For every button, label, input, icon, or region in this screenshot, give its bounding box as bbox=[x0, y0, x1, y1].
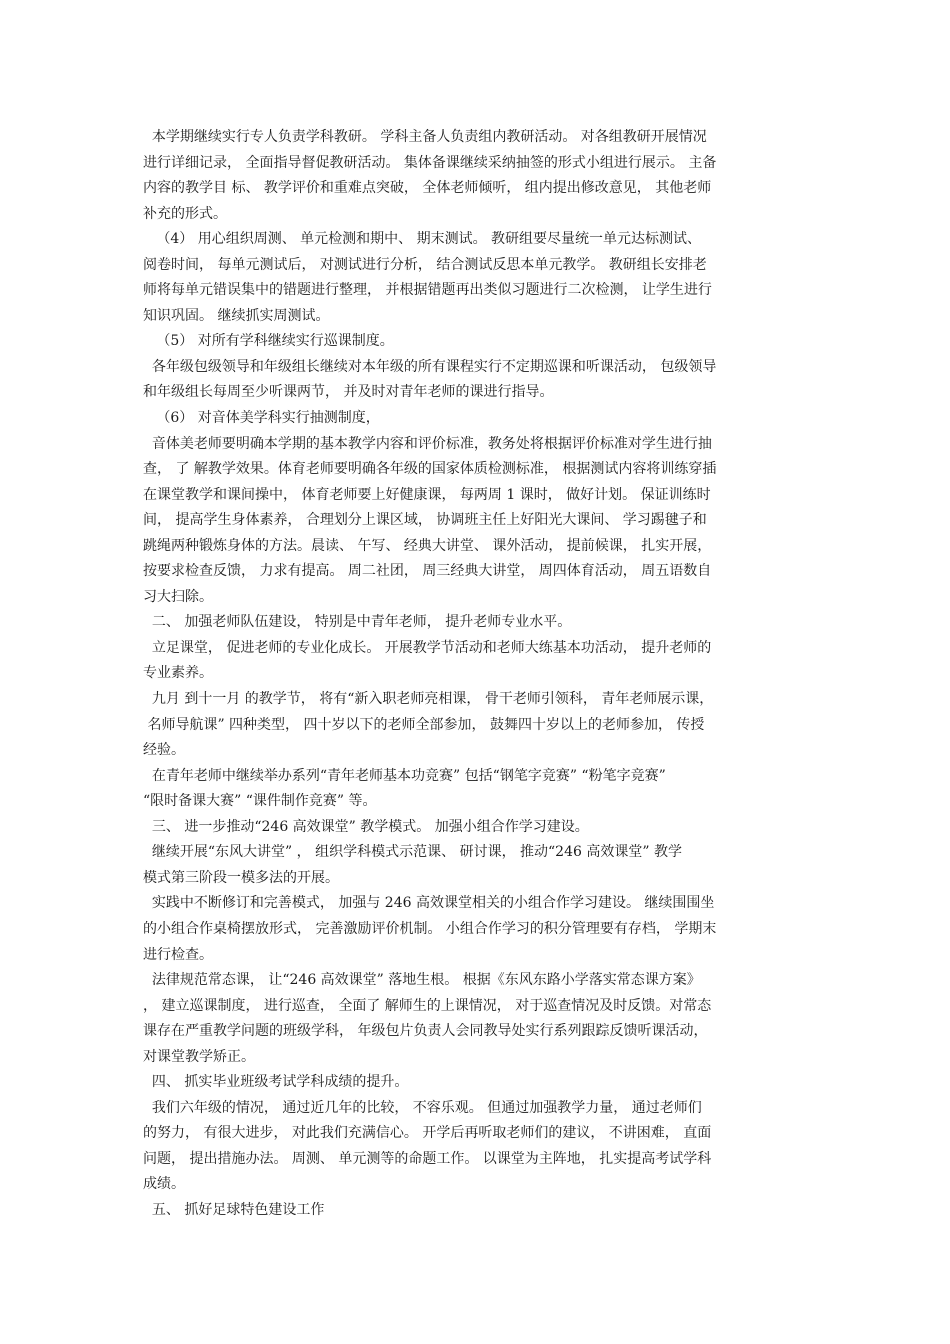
text-line: 阅卷时间， 每单元测试后， 对测试进行分析， 结合测试反思本单元教学。 教研组长安排老 bbox=[143, 256, 707, 273]
text-line: 师将每单元错误集中的错题进行整理， 并根据错题再出类似习题进行二次检测， 让学生进行 bbox=[143, 282, 712, 299]
text-line: 按要求检查反馈， 力求有提高。 周二社团， 周三经典大讲堂， 周四体育活动， 周五语数自 bbox=[143, 563, 712, 580]
text-line: 实践中不断修订和完善模式， 加强与 246 高效课堂相关的小组合作学习建设。 继续围围坐 bbox=[143, 895, 715, 912]
text-line: 五、 抓好足球特色建设工作 bbox=[143, 1201, 325, 1218]
text-line: 进行检查。 bbox=[143, 946, 213, 963]
text-line: 知识巩固。 继续抓实周测试。 bbox=[143, 307, 330, 324]
text-line: 内容的教学目 标、 教学评价和重难点突破， 全体老师倾听， 组内提出修改意见， 其他老师 bbox=[143, 180, 712, 197]
text-line: （4） 用心组织周测、 单元检测和期中、 期末测试。 教研组要尽量统一单元达标测试、 bbox=[143, 231, 702, 248]
text-line: “限时备课大赛” “课件制作竞赛” 等。 bbox=[143, 793, 377, 810]
text-line: 间， 提高学生身体素养， 合理划分上课区域， 协调班主任上好阳光大课间、 学习踢毽子和 bbox=[143, 512, 707, 529]
text-line: 立足课堂， 促进老师的专业化成长。 开展教学节活动和老师大练基本功活动， 提升老师的 bbox=[143, 639, 712, 656]
text-line: 四、 抓实毕业班级考试学科成绩的提升。 bbox=[143, 1074, 409, 1091]
text-line: 对课堂教学矫正。 bbox=[143, 1048, 255, 1065]
text-line: 在青年老师中继续举办系列“青年老师基本功竞赛” 包括“钢笔字竞赛” “粉笔字竞赛” bbox=[143, 767, 666, 784]
text-line: 习大扫除。 bbox=[143, 588, 213, 605]
text-line: 九月 到十一月 的教学节， 将有“新入职老师亮相课， 骨干老师引领科， 青年老师展示课， bbox=[143, 691, 714, 708]
text-line: 补充的形式。 bbox=[143, 205, 227, 222]
text-line: 专业素养。 bbox=[143, 665, 213, 682]
text-line: 经验。 bbox=[143, 742, 185, 759]
text-line: 在课堂教学和课间操中， 体育老师要上好健康课， 每两周 1 课时， 做好计划。 保证训练时 bbox=[143, 486, 711, 503]
text-line: 本学期继续实行专人负责学科教研。 学科主备人负责组内教研活动。 对各组教研开展情况 bbox=[143, 129, 707, 145]
text-line: 的努力， 有很大进步， 对此我们充满信心。 开学后再听取老师们的建议， 不讲困难， 直面 bbox=[143, 1125, 712, 1142]
text-line: 各年级包级领导和年级组长继续对本年级的所有课程实行不定期巡课和听课活动， 包级领导 bbox=[143, 358, 717, 375]
text-line: 法律规范常态课， 让“246 高效课堂” 落地生根。 根据《东风东路小学落实常态课方案》 bbox=[143, 972, 701, 989]
text-line: 模式第三阶段一模多法的开展。 bbox=[143, 869, 339, 886]
text-line: 查， 了 解教学效果。体育老师要明确各年级的国家体质检测标准， 根据测试内容将训练穿插 bbox=[143, 461, 717, 478]
text-line: 名师导航课” 四种类型， 四十岁以下的老师全部参加， 鼓舞四十岁以上的老师参加， 传授 bbox=[143, 716, 705, 733]
text-line: 和年级组长每周至少听课两节， 并及时对青年老师的课进行指导。 bbox=[143, 384, 554, 401]
text-line: 跳绳两种锻炼身体的方法。晨读、 午写、 经典大讲堂、 课外活动， 提前候课， 扎实开展， bbox=[143, 537, 712, 554]
text-line: 我们六年级的情况， 通过近几年的比较， 不容乐观。 但通过加强教学力量， 通过老师们 bbox=[143, 1099, 702, 1116]
text-line: 二、 加强老师队伍建设， 特别是中青年老师， 提升老师专业水平。 bbox=[143, 614, 572, 631]
text-line: ， 建立巡课制度， 进行巡查， 全面了 解师生的上课情况， 对于巡查情况及时反馈。对常态 bbox=[143, 997, 712, 1014]
text-line: （5） 对所有学科继续实行巡课制度。 bbox=[143, 333, 394, 350]
text-line: 进行详细记录， 全面指导督促教研活动。 集体备课继续采纳抽签的形式小组进行展示。 主备 bbox=[143, 154, 717, 171]
text-line: 继续开展“东风大讲堂” ， 组织学科模式示范课、 研讨课， 推动“246 高效课堂” 教学 bbox=[143, 844, 682, 861]
text-line: （6） 对音体美学科实行抽测制度， bbox=[143, 410, 380, 427]
text-line: 问题， 提出措施办法。 周测、 单元测等的命题工作。 以课堂为主阵地， 扎实提高考试学科 bbox=[143, 1150, 712, 1167]
text-line: 课存在严重教学问题的班级学科， 年级包片负责人会同教导处实行系列跟踪反馈听课活动， bbox=[143, 1023, 708, 1040]
text-line: 成绩。 bbox=[143, 1176, 185, 1193]
text-line: 的小组合作桌椅摆放形式， 完善激励评价机制。 小组合作学习的积分管理要有存档， 学期末 bbox=[143, 920, 717, 937]
document-body bbox=[143, 125, 823, 1224]
text-line: 音体美老师要明确本学期的基本教学内容和评价标准，教务处将根据评价标准对学生进行抽 bbox=[143, 435, 712, 452]
text-line: 三、 进一步推动“246 高效课堂” 教学模式。 加强小组合作学习建设。 bbox=[143, 818, 589, 835]
